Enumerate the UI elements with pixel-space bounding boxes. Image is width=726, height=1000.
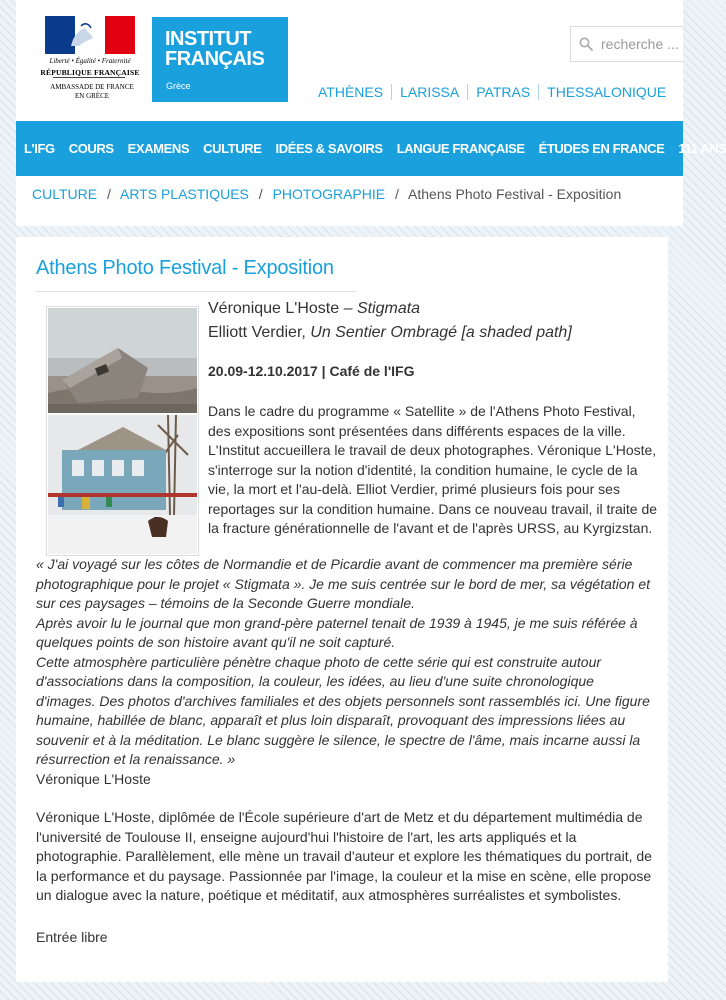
logo-line-institut: INSTITUT xyxy=(165,28,251,50)
breadcrumb-separator: / xyxy=(395,186,399,202)
search-input[interactable] xyxy=(601,31,681,57)
republic-motto: Liberté • Égalité • Fraternité xyxy=(49,57,131,65)
article-card xyxy=(16,237,668,982)
logo-line-grece: Grèce xyxy=(166,81,191,91)
artist-2 xyxy=(208,323,572,343)
quote-signature: Véronique L'Hoste xyxy=(36,771,151,787)
breadcrumb-current: Athens Photo Festival - Exposition xyxy=(408,186,622,202)
page-title: Athens Photo Festival - Exposition xyxy=(36,257,334,279)
logo-divider xyxy=(53,77,125,78)
house-photo xyxy=(48,415,197,554)
artist-1 xyxy=(208,299,420,319)
embassy-label xyxy=(36,83,148,101)
institut-francais-logo[interactable] xyxy=(152,17,288,102)
search-icon[interactable] xyxy=(579,37,593,51)
logo-line-francais: FRANÇAIS xyxy=(165,48,265,70)
nav-item-etudes-en-france[interactable]: ÉTUDES EN FRANCE xyxy=(538,141,665,156)
city-link-athenes[interactable]: ATHÈNES xyxy=(310,84,392,100)
city-links xyxy=(310,84,674,100)
breadcrumb-separator: / xyxy=(258,186,263,202)
nav-item-examens[interactable]: EXAMENS xyxy=(127,141,190,156)
artist-2-work: Un Sentier Ombragé [a shaded path] xyxy=(310,324,572,341)
breadcrumb-arts-plastiques[interactable]: ARTS PLASTIQUES xyxy=(119,186,249,202)
nav-item-langue-francaise[interactable]: LANGUE FRANÇAISE xyxy=(396,141,525,156)
embassy-line-2: EN GRÈCE xyxy=(74,92,110,100)
city-link-larissa[interactable]: LARISSA xyxy=(392,84,468,100)
entry-info: Entrée libre xyxy=(36,929,108,945)
embassy-line-1: AMBASSADE DE FRANCE xyxy=(50,83,134,91)
breadcrumb-photographie[interactable]: PHOTOGRAPHIE xyxy=(272,186,386,202)
artist-2-name: Elliott Verdier, xyxy=(208,324,311,341)
artist-quote: « J'ai voyagé sur les côtes de Normandie et de Picardie avant de commencer ma première série photographique pour le projet « Stigmata ». Je me suis centrée sur le bord de mer, sa végétation et sur ces paysages – témoins de la Seconde Guerre mondiale. Après avoir lu le journal que mon grand-père paternel tenait de 1939 à 1945, je me suis référée à quelques points de son histoire avant qu'il ne soit capturé. Cette atmosphère particulière pénètre chaque photo de cette série qui est construite autour d'associations dans la composition, la couleur, les idées, au lieu d'une suite chronologique d'images. Des photos d'archives familiales et des objets personnels sont rassemblés ici. Une figure humaine, habillée de blanc, apparaît et plus loin disparaît, provoquant des impressions liées au souvenir et à la méditation. Le blanc suggère le silence, le spectre de l'âme, mais incarne aussi la résurrection et la renaissance. » xyxy=(36,556,651,767)
city-link-patras[interactable]: PATRAS xyxy=(468,84,539,100)
breadcrumb xyxy=(32,186,621,202)
exhibition-photos[interactable] xyxy=(46,306,199,556)
city-link-thessalonique[interactable]: THESSALONIQUE xyxy=(547,84,667,100)
nav-item-cours[interactable]: COURS xyxy=(68,141,114,156)
nav-item-idees-savoirs[interactable]: IDÉES & SAVOIRS xyxy=(275,141,383,156)
breadcrumb-separator: / xyxy=(106,186,111,202)
breadcrumb-culture[interactable]: CULTURE xyxy=(32,186,98,202)
nav-item-111-ans[interactable]: 111 ANS xyxy=(678,141,726,156)
bunker-photo xyxy=(48,308,197,413)
intro-paragraph: Dans le cadre du programme « Satellite » de l'Athens Photo Festival, des expositions sont présentées dans différents espaces de la ville. L'Institut accueillera le travail de deux photographes. Véronique L'Hoste, s'interroge sur la notion d'identité, la condition humaine, le cycle de la vie, la mort et l'au-delà. Elliot Verdier, primé plusieurs fois pour ses reportages sur la condition humaine. Dans ce nouveau travail, il traite de la fracture générationnelle de l'avant et de l'après URSS, au Kyrgizstan. xyxy=(208,403,658,536)
nav-item-ifg[interactable]: L'IFG xyxy=(24,141,55,156)
title-divider xyxy=(36,291,356,292)
marianne-flag-icon xyxy=(45,16,135,54)
dates-venue: 20.09-12.10.2017 | Café de l'IFG xyxy=(208,363,415,379)
artist-bio: Véronique L'Hoste, diplômée de l'École supérieure d'art de Metz et du département multimédia de l'université de Toulouse II, enseigne aujourd'hui l'histoire de l'art, les arts appliqués et la photographie. Parallèlement, elle mène un travail d'auteur et explore les thématiques du portrait, de la performance et du paysage. Passionnée par l'image, la couleur et la mise en scène, elle propose un dialogue avec la nature, poétique et méditatif, aux atmosphères surréalistes et symbolistes. xyxy=(36,809,652,903)
artist-1-name: Véronique L'Hoste – xyxy=(208,300,357,317)
artist-1-work: Stigmata xyxy=(356,300,421,317)
search-box[interactable] xyxy=(570,26,683,62)
main-nav xyxy=(16,121,726,176)
nav-item-culture[interactable]: CULTURE xyxy=(203,141,262,156)
republic-name: RÉPUBLIQUE FRANÇAISE xyxy=(40,68,140,77)
